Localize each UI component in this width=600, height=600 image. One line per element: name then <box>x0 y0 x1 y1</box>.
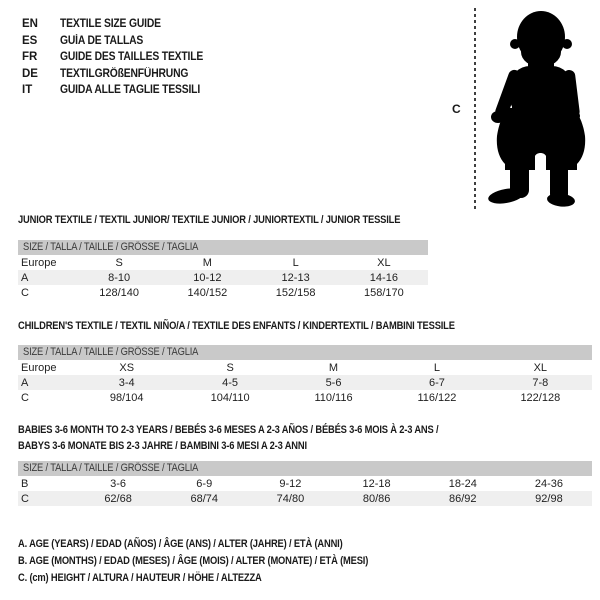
children-textile-section <box>18 319 592 405</box>
row-label: C <box>21 286 29 299</box>
height-dashed-line <box>474 8 476 210</box>
table-cell: 62/68 <box>104 492 132 505</box>
legend-c-text: C. (cm) HEIGHT / ALTURA / HAUTEUR / HÖHE / ALTEZZA <box>18 572 262 584</box>
table-row <box>18 255 428 270</box>
table-cell: 86/92 <box>449 492 477 505</box>
guide-title-en: TEXTILE SIZE GUIDE <box>60 18 161 31</box>
junior-size-table <box>18 255 428 300</box>
row-label: C <box>21 492 29 505</box>
baby-silhouette-icon <box>484 10 598 208</box>
table-cell: L <box>292 256 299 269</box>
table-cell: XS <box>119 361 135 374</box>
table-cell: 116/122 <box>417 391 457 404</box>
guide-title-de: TEXTILGRÖßENFÜHRUNG <box>60 67 189 80</box>
measure-legend <box>18 536 430 587</box>
legend-line-c <box>18 570 430 587</box>
guide-title-es: GUÍA DE TALLAS <box>60 34 144 47</box>
row-label: Europe <box>21 256 57 269</box>
babies-textile-section <box>18 422 592 506</box>
legend-line-a <box>18 536 430 553</box>
height-measure-label: C <box>452 102 461 116</box>
row-label: A <box>21 271 29 284</box>
legend-line-b <box>18 553 430 570</box>
table-cell: 10-12 <box>193 271 222 284</box>
table-cell: 104/110 <box>210 391 250 404</box>
table-cell: 9-12 <box>279 477 302 490</box>
section-title <box>18 422 592 454</box>
table-cell: 14-16 <box>369 271 398 284</box>
table-cell: 12-18 <box>362 477 391 490</box>
babies-section-title-line2: BABYS 3-6 MONATE BIS 2-3 JAHRE / BAMBINI 3-6 MESI A 2-3 ANNI <box>18 440 307 452</box>
section-title <box>18 319 592 333</box>
table-cell: M <box>202 256 212 269</box>
table-cell: 80/86 <box>362 492 391 505</box>
table-row <box>18 390 592 405</box>
table-cell: 68/74 <box>190 492 219 505</box>
language-code: DE <box>22 67 38 80</box>
language-code: IT <box>22 84 33 97</box>
table-cell: 6-9 <box>196 477 213 490</box>
row-label: Europe <box>21 361 57 374</box>
size-header-bar <box>18 345 592 360</box>
junior-section-title-text: JUNIOR TEXTILE / TEXTIL JUNIOR/ TEXTILE JUNIOR / JUNIORTEXTIL / JUNIOR TESSILE <box>18 214 401 226</box>
table-cell: 128/140 <box>99 286 139 299</box>
table-row <box>18 360 592 375</box>
row-label: C <box>21 391 29 404</box>
table-row <box>18 375 592 390</box>
language-code: FR <box>22 51 38 64</box>
table-cell: 110/116 <box>314 391 353 404</box>
table-cell: 92/98 <box>535 492 563 505</box>
table-cell: M <box>328 361 339 374</box>
row-label: A <box>21 376 29 389</box>
table-cell: 3-4 <box>118 376 135 389</box>
legend-a-text: A. AGE (YEARS) / EDAD (AÑOS) / ÂGE (ANS) / ALTER (JAHRE) / ETÀ (ANNI) <box>18 538 343 550</box>
baby-height-figure <box>0 0 600 215</box>
babies-size-table <box>18 476 592 506</box>
table-cell: 6-7 <box>428 376 445 389</box>
table-cell: 3-6 <box>110 477 127 490</box>
size-header-text: SIZE / TALLA / TAILLE / GRÖSSE / TAGLIA <box>23 241 199 253</box>
children-size-table <box>18 360 592 405</box>
table-cell: 24-36 <box>534 477 564 490</box>
table-cell: S <box>226 361 234 374</box>
section-title <box>18 213 428 227</box>
table-cell: 8-10 <box>108 271 131 284</box>
table-cell: XL <box>533 361 548 374</box>
size-header-bar <box>18 461 592 476</box>
legend-b-text: B. AGE (MONTHS) / EDAD (MESES) / ÂGE (MOIS) / ALTER (MONATE) / ETÀ (MESI) <box>18 555 369 567</box>
size-header-bar <box>18 240 428 255</box>
language-code: ES <box>22 34 38 47</box>
guide-title-it: GUIDA ALLE TAGLIE TESSILI <box>60 84 201 97</box>
table-cell: 7-8 <box>532 376 549 389</box>
junior-textile-section <box>18 213 428 300</box>
table-row <box>18 285 428 300</box>
table-cell: 122/128 <box>520 391 561 404</box>
guide-title-fr: GUIDE DES TAILLES TEXTILE <box>60 51 204 64</box>
table-cell: XL <box>377 256 391 269</box>
table-cell: 5-6 <box>325 376 342 389</box>
table-cell: 152/158 <box>275 286 316 299</box>
language-code: EN <box>22 18 38 31</box>
row-label: B <box>21 477 29 490</box>
table-row <box>18 476 592 491</box>
table-cell: S <box>115 256 123 269</box>
table-row <box>18 491 592 506</box>
table-cell: 158/170 <box>363 286 404 299</box>
table-row <box>18 270 428 285</box>
table-cell: 98/104 <box>109 391 144 404</box>
table-cell: 4-5 <box>222 376 239 389</box>
size-header-text: SIZE / TALLA / TAILLE / GRÖSSE / TAGLIA <box>23 346 199 358</box>
children-section-title-text: CHILDREN'S TEXTILE / TEXTIL NIÑO/A / TEXTILE DES ENFANTS / KINDERTEXTIL / BAMBINI TESSILE <box>18 320 455 332</box>
table-cell: 140/152 <box>187 286 228 299</box>
table-cell: 12-13 <box>281 271 310 284</box>
table-cell: 74/80 <box>276 492 305 505</box>
babies-section-title-line1: BABIES 3-6 MONTH TO 2-3 YEARS / BEBÉS 3-6 MESES A 2-3 AÑOS / BÉBÉS 3-6 MOIS À 2-3 ANS / <box>18 424 439 436</box>
size-header-text: SIZE / TALLA / TAILLE / GRÖSSE / TAGLIA <box>23 462 199 474</box>
table-cell: L <box>433 361 440 374</box>
table-cell: 18-24 <box>448 477 477 490</box>
